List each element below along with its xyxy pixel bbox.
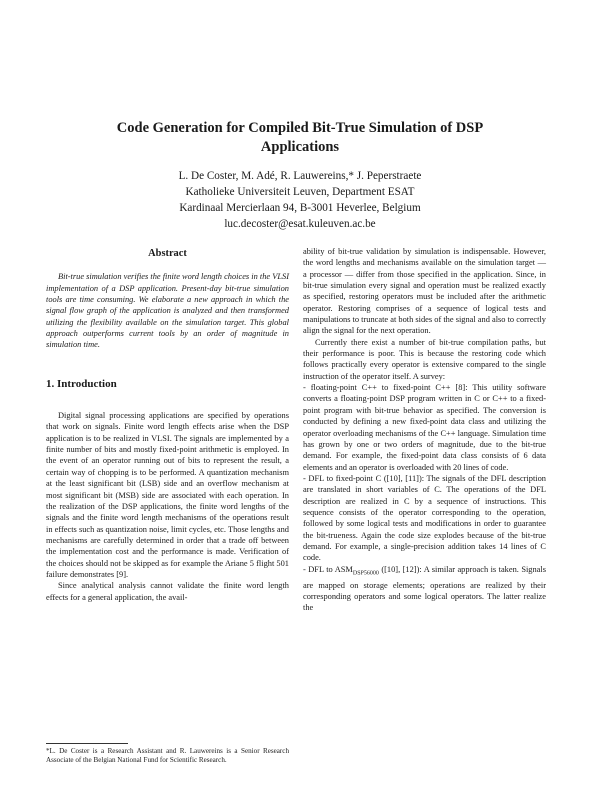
section-heading-introduction: 1. Introduction xyxy=(46,377,117,390)
paper-title xyxy=(60,119,540,157)
right-column xyxy=(303,246,546,614)
abstract-section xyxy=(46,248,289,351)
survey-item-cpp: - floating-point C++ to fixed-point C++ [8]: This utility software converts a floating-point DSP program written in C or C++ to a fixed-point program with bit-true behavior as specified. The conversion is conducted by defining a new fixed-point data class and utilizing the operator overloading mechanisms of the C++ language. Simulation time has grown by one or two orders of magnitude, due to the bit-true demand. For example, the fixed-point data class consists of 6 data elements and an operator is overloaded with 20 lines of code. xyxy=(303,383,546,472)
footnote-rule xyxy=(46,743,128,744)
intro-paragraph-2: Since analytical analysis cannot validate the finite word length effects for a general application, the avail- xyxy=(46,581,289,602)
right-paragraph-2: Currently there exist a number of bit-true compilation paths, but their performance is poor. This is because the restoring code which follows practically every operator is extensive compared to the single instruction of the operator itself. A survey: xyxy=(303,337,546,381)
author-names: L. De Coster, M. Adé, R. Lauwereins,* J. Peperstraete xyxy=(178,170,422,182)
abstract-heading: Abstract xyxy=(148,248,187,259)
title-line-1: Code Generation for Compiled Bit-True Simulation of DSP xyxy=(116,120,484,136)
survey-item-dfl-c: - DFL to fixed-point C ([10], [11]): The signals of the DFL description are translated in short variables of C. The operations of the DFL description are realized in C by a sequence of instructions. This sequence consists of the operator corresponding to the operation, followed by some logical tests and modifications in order to guarantee the bit-trueness. Again the code size explodes because of the bit-true demand. For example, a single-precision addition takes 14 lines of C code. xyxy=(303,473,546,563)
intro-paragraph-1: Digital signal processing applications are specified by operations that work on signals. Finite word length effects arise when the DSP application is to be realized in VLSI. The signals are implemented by a finite number of bits and mostly fixed-point arithmetic is employed. In the event of an operator running out of bits to represent the result, a certain way of chopping is to be performed. A quantization mechanism at the least significant bit (LSB) side and an overflow mechanism at most significant bit (MSB) side are associated with each operation. In the realization of the DSP applications, the finite word lengths of the signals and the finite word length mechanisms of the operations result in effects such as quantization noise, limit cycles, etc. Those lengths and mechanisms are carefully determined in order that a trade off between the implementation cost and the performance is made. Verification of the choices should not be skipped as for example the Ariane 5 flight 501 failure demonstrates [9]. xyxy=(46,411,289,579)
title-line-2: Applications xyxy=(260,139,340,155)
author-block xyxy=(100,168,500,232)
survey-item-rest: ([10], [12]): A similar approach is taken. Signals are mapped on storage elements; operations are realized by their corresponding operators and some logical operators. The latter realize the xyxy=(303,564,546,613)
abstract-text: Bit-true simulation verifies the finite word length choices in the VLSI implementation of a DSP application. Present-day bit-true simulation tools are time consuming. We elaborate a new approach in which the signal flow graph of the application is analyzed and then transformed utilizing the flexibility available on the simulation target. This global approach outperforms current tools by an order of magnitude in simulation time. xyxy=(46,272,289,350)
email: luc.decoster@esat.kuleuven.ac.be xyxy=(224,218,376,230)
survey-item-dfl-asm xyxy=(303,564,546,614)
dsp-subscript: DSP56000 xyxy=(352,570,379,577)
right-paragraph-1: ability of bit-true validation by simulation is indispensable. However, the word lengths and mechanisms available on the simulation target — a processor — differ from those specified in the application. Since, in bit-true simulation every signal and operation must be realized exactly as specified, restoring operators must be included after the arithmetic operator. Restoring comprises of a sequence of logical tests and manipulations to truncate at both sides of the signal and also to correctly align the signal for the next operation. xyxy=(303,247,546,336)
left-column xyxy=(46,246,289,603)
footnote: *L. De Coster is a Research Assistant and R. Lauwereins is a Senior Research Associate of the Belgian National Fund for Scientific Research. xyxy=(46,747,289,765)
survey-item-prefix: - DFL to ASM xyxy=(303,564,353,574)
affiliation: Katholieke Universiteit Leuven, Department ESAT xyxy=(185,186,415,198)
address: Kardinaal Mercierlaan 94, B-3001 Heverlee, Belgium xyxy=(179,202,421,214)
